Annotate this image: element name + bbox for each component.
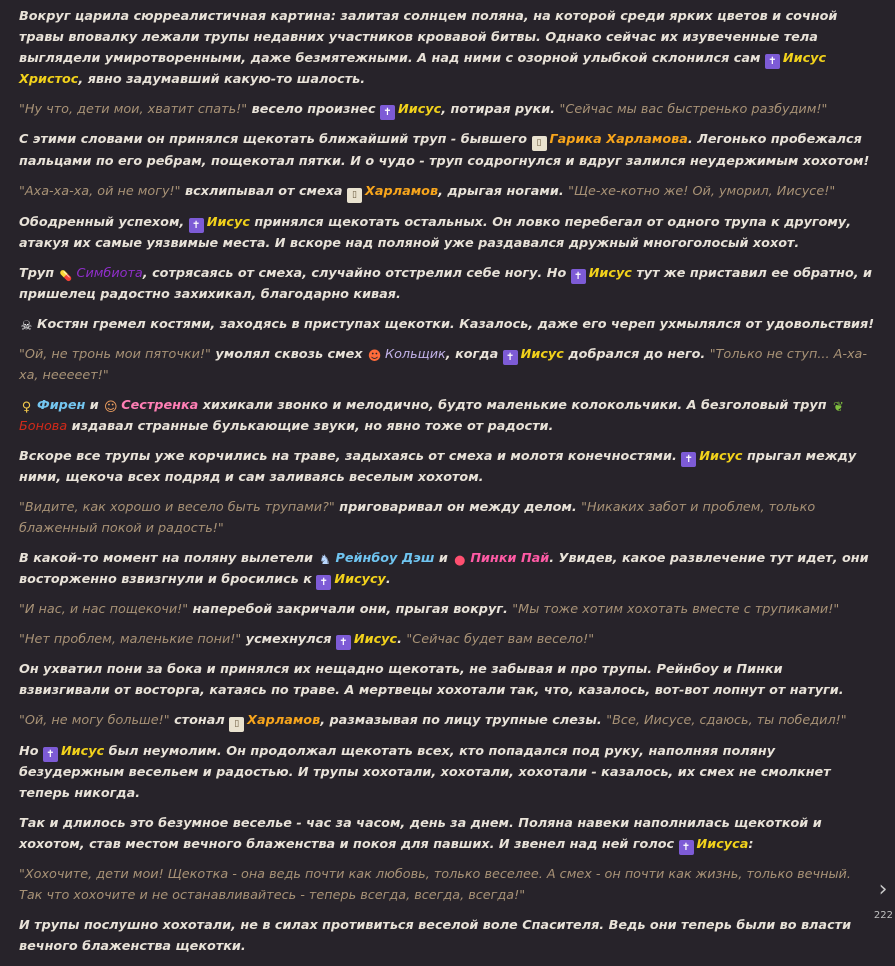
cross-icon: ✝ [679, 840, 694, 855]
name-sestrenka: Сестренка [121, 398, 199, 413]
cross-icon: ✝ [43, 747, 58, 762]
page-number: 222 [873, 910, 893, 921]
p2-quote-2: "Сейчас мы вас быстренько разбудим!" [559, 102, 828, 117]
name-jesus: Иисус [699, 449, 743, 464]
paragraph-14 [19, 629, 875, 650]
paragraph-4 [19, 181, 875, 203]
card-icon: ▯ [347, 188, 362, 203]
cross-icon: ✝ [681, 452, 696, 467]
p12-text-d: . [385, 572, 391, 587]
next-page-arrow-icon[interactable]: › [878, 877, 888, 902]
name-kostyan: Костян [37, 317, 89, 332]
p17-text-a: Но [19, 744, 43, 759]
p12-text-c: . Увидев, какое развлечение тут идет, они восторженно взвизгнули и бросились к [19, 551, 869, 587]
paragraph-16 [19, 710, 875, 732]
name-jesus: Иисус [520, 347, 564, 362]
p20-text-a: И трупы послушно хохотали, не в силах противиться веселой воле Спасителя. Ведь они теперь были во власти вечного блаженства щекотки. [19, 918, 852, 954]
paragraph-13 [19, 599, 875, 620]
name-garik-harlamov: Гарика Харламова [549, 132, 688, 147]
name-simbiot: Симбиота [76, 266, 143, 281]
p8-text-c: добрался до него. [563, 347, 710, 362]
name-harlamov: Харламов [247, 713, 321, 728]
cross-icon: ✝ [571, 269, 586, 284]
paragraph-15 [19, 659, 875, 701]
p3-text-a: С этими словами он принялся щекотать ближайший труп - бывшего [19, 132, 532, 147]
p12-text-b: и [434, 551, 453, 566]
name-jesus: Иисус [588, 266, 632, 281]
paragraph-10 [19, 446, 875, 488]
p3-text-b: . Легонько пробежался пальцами по его ребрам, пощекотал пятки. И о чудо - труп содрогнулся и вдруг залился неудержимым хохотом! [19, 132, 870, 169]
p13-quote-2: "Мы тоже хотим хохотать вместе с трупиками!" [512, 602, 840, 617]
p19-quote-1: "Хохочите, дети мои! Щекотка - она ведь почти как любовь, только веселее. А смех - он почти как жизнь, только вечный. Так что хохочите и не останавливайтесь - теперь всегда, всегда, всегда!" [19, 867, 851, 903]
name-jesus: Иисус [398, 102, 442, 117]
leaf-icon: ❦ [833, 400, 844, 415]
name-jesusa: Иисуса [696, 837, 749, 852]
p16-text-b: , размазывая по лицу трупные слезы. [320, 713, 607, 728]
name-bonov: Бонова [19, 419, 68, 434]
p11-quote-2: "Никаких забот и проблем, только блаженный покой и радость!" [19, 500, 816, 536]
p5-text-a: Ободренный успехом, [19, 215, 189, 230]
paragraph-8 [19, 344, 875, 386]
paragraph-17 [19, 741, 875, 804]
p9-text-b: хихикали звонко и мелодично, будто маленькие колокольчики. А безголовый труп [198, 398, 831, 413]
p14-quote-2: "Сейчас будет вам весело!" [406, 632, 595, 647]
p14-text-a: усмехнулся [241, 632, 336, 647]
p6-text-c: тут же приставил ее обратно, и пришелец радостно захихикал, благодарно кивая. [19, 266, 873, 302]
p16-quote-2: "Все, Иисусе, сдаюсь, ты победил!" [606, 713, 847, 728]
p18-text-b: : [748, 837, 754, 852]
paragraph-11 [19, 497, 875, 539]
paragraph-2 [19, 99, 875, 120]
p7-text-a: гремел костями, заходясь в приступах щекотки. Казалось, даже его череп ухмылялся от удовольствия! [88, 317, 875, 332]
p4-quote-2: "Ще-хе-котно же! Ой, уморил, Иисусе!" [568, 184, 836, 199]
paragraph-18 [19, 813, 875, 855]
p11-text-a: приговаривал он между делом. [334, 500, 582, 515]
p14-quote-1: "Нет проблем, маленькие пони!" [19, 632, 242, 647]
paragraph-12 [19, 548, 875, 590]
name-jesus: Иисус [60, 744, 105, 759]
name-jesus: Иисус [206, 215, 250, 230]
p11-quote-1: "Видите, как хорошо и весело быть трупами?" [19, 500, 335, 515]
cross-icon: ✝ [316, 575, 331, 590]
girl-icon: ☺ [103, 400, 118, 415]
elf-icon: ♀ [21, 400, 32, 415]
name-pinkie-pie: Пинки Пай [470, 551, 550, 566]
paragraph-9 [19, 395, 875, 437]
p5-text-b: принялся щекотать остальных. Он ловко перебегал от одного трупа к другому, атакуя их самые уязвимые места. И вскоре над поляной уже раздавался дружный многоголосый хохот. [19, 215, 852, 251]
p2-text-b: , потирая руки. [441, 102, 560, 117]
name-firen: Фирен [37, 398, 86, 413]
p10-text-a: Вскоре все трупы уже корчились на траве, задыхаясь от смеха и молотя конечностями. [19, 449, 682, 464]
p2-text-a: весело произнес [247, 102, 381, 117]
paragraph-3 [19, 129, 875, 172]
cross-icon: ✝ [189, 218, 204, 233]
paragraph-5 [19, 212, 875, 254]
p8-text-a: умолял сквозь смех [210, 347, 367, 362]
p8-quote-1: "Ой, не тронь мои пяточки!" [19, 347, 211, 362]
p15-text-a: Он ухватил пони за бока и принялся их нещадно щекотать, не забывая и про трупы. Рейнбоу и Пинки взвизгивали от восторга, катаясь по траве. А мертвецы хохотали так, что, казалось, вот-вот лопнут от натуги. [19, 662, 844, 698]
p13-quote-1: "И нас, и нас пощекочи!" [19, 602, 189, 617]
cross-icon: ✝ [503, 350, 518, 365]
card-icon: ▯ [229, 717, 244, 732]
p10-text-b: прыгал между ними, щекоча всех подряд и сам заливаясь веселым хохотом. [19, 449, 857, 485]
cross-icon: ✝ [765, 54, 780, 69]
laughing-face-icon: ☻ [367, 349, 382, 364]
p17-text-b: был неумолим. Он продолжал щекотать всех, кто попадался под руку, наполняя поляну безудержным весельем и радостью. И трупы хохотали, хохотали, хохотали - казалось, их смех не смолкнет теперь никогда. [19, 744, 831, 801]
name-harlamov: Харламов [365, 184, 439, 199]
p8-text-b: , когда [445, 347, 503, 362]
p14-text-b: . [397, 632, 407, 647]
paragraph-7 [19, 314, 875, 335]
balloon-icon: ● [454, 553, 466, 568]
card-icon: ▯ [532, 136, 547, 151]
paragraph-1 [19, 6, 875, 90]
skull-icon: ☠ [20, 319, 33, 334]
p9-text-c: издавал странные булькающие звуки, но явно тоже от радости. [67, 419, 554, 434]
cross-icon: ✝ [336, 635, 351, 650]
p6-text-a: Труп [19, 266, 59, 281]
p18-text-a: Так и длилось это безумное веселье - час за часом, день за днем. Поляна навеки наполнилась щекоткой и хохотом, став местом вечного блаженства и покоя для павших. И звенел над ней голос [19, 816, 822, 852]
name-rainbow-dash: Рейнбоу Дэш [335, 551, 435, 566]
p1-text-a: Вокруг царила сюрреалистичная картина: залитая солнцем поляна, на которой среди ярких цветов и сочной травы вповалку лежали трупы недавних участников кровавой битвы. Однако сейчас их изувеченные тела выглядели умиротворенными, даже безмятежными. А над ними с озорной улыбкой склонился сам [19, 9, 838, 66]
p1-text-b: , явно задумавший какую-то шалость. [78, 72, 366, 87]
p12-text-a: В какой-то момент на поляну вылетели [19, 551, 318, 566]
name-kolshchik: Кольщик [385, 347, 446, 362]
story-text [19, 6, 875, 966]
p4-text-a: всхлипывал от смеха [180, 184, 348, 199]
pill-icon: 💊 [59, 271, 73, 282]
unicorn-icon: ♞ [319, 553, 331, 568]
p16-quote-1: "Ой, не могу больше!" [19, 713, 170, 728]
paragraph-6 [19, 263, 875, 305]
paragraph-20 [19, 915, 875, 957]
p8-quote-2: "Только не ступ... А-ха-ха, нееееет!" [19, 347, 867, 383]
p9-text-a: и [85, 398, 104, 413]
name-jesus-christ: Иисус Христос [19, 51, 827, 87]
p16-text-a: стонал [169, 713, 230, 728]
p13-text-a: наперебой закричали они, прыгая вокруг. [188, 602, 513, 617]
cross-icon: ✝ [380, 105, 395, 120]
name-jesusu: Иисусу [334, 572, 386, 587]
paragraph-19 [19, 864, 875, 906]
p2-quote-1: "Ну что, дети мои, хватит спать!" [19, 102, 248, 117]
p4-text-b: , дрыгая ногами. [438, 184, 569, 199]
p6-text-b: , сотрясаясь от смеха, случайно отстрелил себе ногу. Но [142, 266, 571, 281]
name-jesus: Иисус [353, 632, 398, 647]
p4-quote-1: "Аха-ха-ха, ой не могу!" [19, 184, 181, 199]
